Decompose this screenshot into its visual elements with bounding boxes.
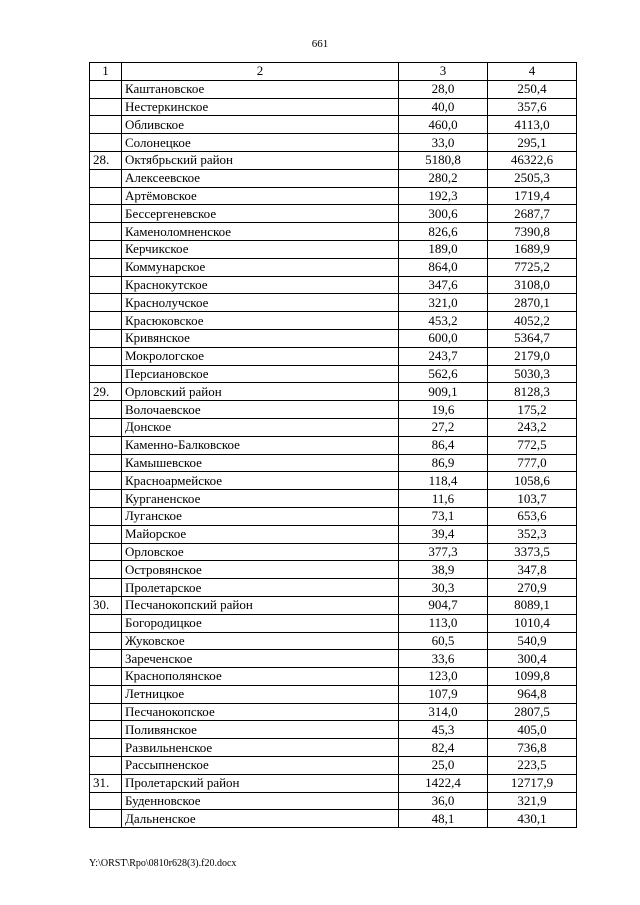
value-col-3-cell: 453,2 — [399, 312, 488, 330]
value-col-4-cell: 3373,5 — [488, 543, 577, 561]
value-col-3-cell: 321,0 — [399, 294, 488, 312]
settlement-name-cell: Орловское — [122, 543, 399, 561]
table-row — [90, 721, 577, 739]
settlement-name-cell: Островянское — [122, 561, 399, 579]
value-col-4-cell: 103,7 — [488, 490, 577, 508]
settlement-name-cell: Октябрьский район — [122, 151, 399, 169]
value-col-3-cell: 123,0 — [399, 668, 488, 686]
value-col-3-cell: 39,4 — [399, 525, 488, 543]
table-row — [90, 490, 577, 508]
header-col-4: 4 — [488, 63, 577, 81]
table-row — [90, 294, 577, 312]
row-number-cell — [90, 757, 122, 775]
table-row — [90, 80, 577, 98]
table-body — [90, 80, 577, 827]
value-col-4-cell: 964,8 — [488, 685, 577, 703]
row-number-cell — [90, 810, 122, 828]
value-col-4-cell: 12717,9 — [488, 774, 577, 792]
settlement-name-cell: Бессергеневское — [122, 205, 399, 223]
settlement-name-cell: Каштановское — [122, 80, 399, 98]
table-row — [90, 774, 577, 792]
table-row — [90, 383, 577, 401]
table-row — [90, 347, 577, 365]
settlement-name-cell: Краснополянское — [122, 668, 399, 686]
row-number-cell — [90, 223, 122, 241]
row-number-cell: 30. — [90, 596, 122, 614]
table-row — [90, 614, 577, 632]
value-col-3-cell: 460,0 — [399, 116, 488, 134]
value-col-4-cell: 295,1 — [488, 134, 577, 152]
table-row — [90, 525, 577, 543]
value-col-4-cell: 2687,7 — [488, 205, 577, 223]
value-col-3-cell: 280,2 — [399, 169, 488, 187]
row-number-cell — [90, 187, 122, 205]
row-number-cell — [90, 365, 122, 383]
row-number-cell — [90, 258, 122, 276]
value-col-4-cell: 3108,0 — [488, 276, 577, 294]
value-col-4-cell: 5364,7 — [488, 329, 577, 347]
table-row — [90, 169, 577, 187]
table-row — [90, 739, 577, 757]
value-col-4-cell: 1058,6 — [488, 472, 577, 490]
settlement-name-cell: Краснолучское — [122, 294, 399, 312]
table-row — [90, 632, 577, 650]
settlement-name-cell: Пролетарское — [122, 579, 399, 597]
row-number-cell — [90, 685, 122, 703]
value-col-3-cell: 36,0 — [399, 792, 488, 810]
settlement-name-cell: Алексеевское — [122, 169, 399, 187]
table-row — [90, 596, 577, 614]
settlement-name-cell: Волочаевское — [122, 401, 399, 419]
settlement-name-cell: Красноармейское — [122, 472, 399, 490]
table-row — [90, 543, 577, 561]
value-col-3-cell: 73,1 — [399, 507, 488, 525]
row-number-cell — [90, 116, 122, 134]
row-number-cell — [90, 614, 122, 632]
value-col-3-cell: 189,0 — [399, 240, 488, 258]
settlement-name-cell: Поливянское — [122, 721, 399, 739]
value-col-3-cell: 562,6 — [399, 365, 488, 383]
value-col-3-cell: 86,4 — [399, 436, 488, 454]
table-row — [90, 472, 577, 490]
table-row — [90, 436, 577, 454]
header-col-1: 1 — [90, 63, 122, 81]
value-col-4-cell: 270,9 — [488, 579, 577, 597]
row-number-cell — [90, 276, 122, 294]
value-col-3-cell: 347,6 — [399, 276, 488, 294]
row-number-cell — [90, 721, 122, 739]
row-number-cell — [90, 490, 122, 508]
row-number-cell — [90, 98, 122, 116]
row-number-cell — [90, 668, 122, 686]
value-col-3-cell: 45,3 — [399, 721, 488, 739]
settlement-name-cell: Персиановское — [122, 365, 399, 383]
row-number-cell: 31. — [90, 774, 122, 792]
row-number-cell — [90, 703, 122, 721]
row-number-cell — [90, 507, 122, 525]
row-number-cell — [90, 792, 122, 810]
value-col-3-cell: 33,0 — [399, 134, 488, 152]
value-col-4-cell: 175,2 — [488, 401, 577, 419]
value-col-3-cell: 86,9 — [399, 454, 488, 472]
value-col-4-cell: 46322,6 — [488, 151, 577, 169]
header-col-3: 3 — [399, 63, 488, 81]
value-col-3-cell: 826,6 — [399, 223, 488, 241]
settlement-name-cell: Летницкое — [122, 685, 399, 703]
value-col-3-cell: 864,0 — [399, 258, 488, 276]
value-col-4-cell: 4052,2 — [488, 312, 577, 330]
value-col-4-cell: 430,1 — [488, 810, 577, 828]
value-col-3-cell: 11,6 — [399, 490, 488, 508]
data-table — [89, 62, 577, 828]
value-col-3-cell: 314,0 — [399, 703, 488, 721]
table-row — [90, 329, 577, 347]
settlement-name-cell: Орловский район — [122, 383, 399, 401]
settlement-name-cell: Луганское — [122, 507, 399, 525]
value-col-4-cell: 243,2 — [488, 418, 577, 436]
row-number-cell — [90, 739, 122, 757]
row-number-cell — [90, 650, 122, 668]
settlement-name-cell: Обливское — [122, 116, 399, 134]
row-number-cell — [90, 134, 122, 152]
value-col-3-cell: 904,7 — [399, 596, 488, 614]
value-col-4-cell: 2870,1 — [488, 294, 577, 312]
row-number-cell — [90, 312, 122, 330]
row-number-cell — [90, 80, 122, 98]
row-number-cell — [90, 525, 122, 543]
value-col-4-cell: 2807,5 — [488, 703, 577, 721]
table-row — [90, 98, 577, 116]
settlement-name-cell: Камышевское — [122, 454, 399, 472]
value-col-4-cell: 357,6 — [488, 98, 577, 116]
value-col-4-cell: 300,4 — [488, 650, 577, 668]
value-col-4-cell: 2179,0 — [488, 347, 577, 365]
table-row — [90, 223, 577, 241]
value-col-3-cell: 25,0 — [399, 757, 488, 775]
settlement-name-cell: Краснокутское — [122, 276, 399, 294]
row-number-cell — [90, 543, 122, 561]
settlement-name-cell: Майорское — [122, 525, 399, 543]
table-row — [90, 401, 577, 419]
page-number: 661 — [311, 38, 329, 50]
row-number-cell — [90, 454, 122, 472]
table-row — [90, 650, 577, 668]
value-col-3-cell: 82,4 — [399, 739, 488, 757]
settlement-name-cell: Кривянское — [122, 329, 399, 347]
value-col-4-cell: 540,9 — [488, 632, 577, 650]
row-number-cell: 28. — [90, 151, 122, 169]
table-row — [90, 134, 577, 152]
row-number-cell — [90, 240, 122, 258]
value-col-3-cell: 40,0 — [399, 98, 488, 116]
settlement-name-cell: Коммунарское — [122, 258, 399, 276]
table-row — [90, 703, 577, 721]
value-col-3-cell: 118,4 — [399, 472, 488, 490]
settlement-name-cell: Солонецкое — [122, 134, 399, 152]
value-col-3-cell: 113,0 — [399, 614, 488, 632]
settlement-name-cell: Керчикское — [122, 240, 399, 258]
table-row — [90, 685, 577, 703]
settlement-name-cell: Каменно-Балковское — [122, 436, 399, 454]
settlement-name-cell: Зареченское — [122, 650, 399, 668]
table-row — [90, 258, 577, 276]
settlement-name-cell: Донское — [122, 418, 399, 436]
settlement-name-cell: Песчанокопский район — [122, 596, 399, 614]
settlement-name-cell: Каменоломненское — [122, 223, 399, 241]
value-col-4-cell: 321,9 — [488, 792, 577, 810]
footer-file-path: Y:\ORST\Rpo\0810r628(3).f20.docx — [89, 858, 237, 869]
value-col-4-cell: 352,3 — [488, 525, 577, 543]
value-col-4-cell: 2505,3 — [488, 169, 577, 187]
value-col-4-cell: 1719,4 — [488, 187, 577, 205]
value-col-3-cell: 300,6 — [399, 205, 488, 223]
value-col-3-cell: 600,0 — [399, 329, 488, 347]
value-col-4-cell: 7390,8 — [488, 223, 577, 241]
value-col-3-cell: 30,3 — [399, 579, 488, 597]
settlement-name-cell: Буденновское — [122, 792, 399, 810]
value-col-3-cell: 243,7 — [399, 347, 488, 365]
table-row — [90, 507, 577, 525]
table-row — [90, 792, 577, 810]
value-col-4-cell: 4113,0 — [488, 116, 577, 134]
row-number-cell — [90, 401, 122, 419]
row-number-cell — [90, 294, 122, 312]
table-row — [90, 454, 577, 472]
table-row — [90, 365, 577, 383]
value-col-3-cell: 909,1 — [399, 383, 488, 401]
row-number-cell — [90, 632, 122, 650]
settlement-name-cell: Пролетарский район — [122, 774, 399, 792]
row-number-cell — [90, 472, 122, 490]
row-number-cell — [90, 169, 122, 187]
table-row — [90, 579, 577, 597]
value-col-4-cell: 777,0 — [488, 454, 577, 472]
value-col-4-cell: 250,4 — [488, 80, 577, 98]
row-number-cell — [90, 329, 122, 347]
value-col-4-cell: 1010,4 — [488, 614, 577, 632]
value-col-3-cell: 38,9 — [399, 561, 488, 579]
table-row — [90, 561, 577, 579]
row-number-cell — [90, 347, 122, 365]
settlement-name-cell: Богородицкое — [122, 614, 399, 632]
header-col-2: 2 — [122, 63, 399, 81]
settlement-name-cell: Дальненское — [122, 810, 399, 828]
value-col-3-cell: 27,2 — [399, 418, 488, 436]
settlement-name-cell: Мокрологское — [122, 347, 399, 365]
table-row — [90, 312, 577, 330]
row-number-cell — [90, 579, 122, 597]
row-number-cell — [90, 205, 122, 223]
value-col-4-cell: 772,5 — [488, 436, 577, 454]
value-col-3-cell: 377,3 — [399, 543, 488, 561]
table-row — [90, 668, 577, 686]
table-row — [90, 187, 577, 205]
value-col-4-cell: 8128,3 — [488, 383, 577, 401]
settlement-name-cell: Артёмовское — [122, 187, 399, 205]
settlement-name-cell: Нестеркинское — [122, 98, 399, 116]
value-col-3-cell: 33,6 — [399, 650, 488, 668]
value-col-4-cell: 405,0 — [488, 721, 577, 739]
value-col-4-cell: 223,5 — [488, 757, 577, 775]
table-row — [90, 116, 577, 134]
value-col-3-cell: 1422,4 — [399, 774, 488, 792]
value-col-4-cell: 5030,3 — [488, 365, 577, 383]
table-header-row — [90, 63, 577, 81]
value-col-3-cell: 107,9 — [399, 685, 488, 703]
value-col-4-cell: 347,8 — [488, 561, 577, 579]
settlement-name-cell: Развильненское — [122, 739, 399, 757]
value-col-3-cell: 48,1 — [399, 810, 488, 828]
table-row — [90, 810, 577, 828]
value-col-4-cell: 736,8 — [488, 739, 577, 757]
row-number-cell — [90, 436, 122, 454]
value-col-4-cell: 1099,8 — [488, 668, 577, 686]
settlement-name-cell: Рассыпненское — [122, 757, 399, 775]
value-col-3-cell: 60,5 — [399, 632, 488, 650]
settlement-name-cell: Курганенское — [122, 490, 399, 508]
settlement-name-cell: Жуковское — [122, 632, 399, 650]
table-row — [90, 276, 577, 294]
table-row — [90, 757, 577, 775]
value-col-3-cell: 5180,8 — [399, 151, 488, 169]
value-col-3-cell: 19,6 — [399, 401, 488, 419]
value-col-4-cell: 7725,2 — [488, 258, 577, 276]
table-row — [90, 418, 577, 436]
settlement-name-cell: Красюковское — [122, 312, 399, 330]
row-number-cell — [90, 418, 122, 436]
row-number-cell: 29. — [90, 383, 122, 401]
value-col-4-cell: 1689,9 — [488, 240, 577, 258]
value-col-4-cell: 8089,1 — [488, 596, 577, 614]
value-col-3-cell: 192,3 — [399, 187, 488, 205]
table-row — [90, 151, 577, 169]
settlement-name-cell: Песчанокопское — [122, 703, 399, 721]
value-col-3-cell: 28,0 — [399, 80, 488, 98]
row-number-cell — [90, 561, 122, 579]
value-col-4-cell: 653,6 — [488, 507, 577, 525]
table-row — [90, 205, 577, 223]
table-row — [90, 240, 577, 258]
